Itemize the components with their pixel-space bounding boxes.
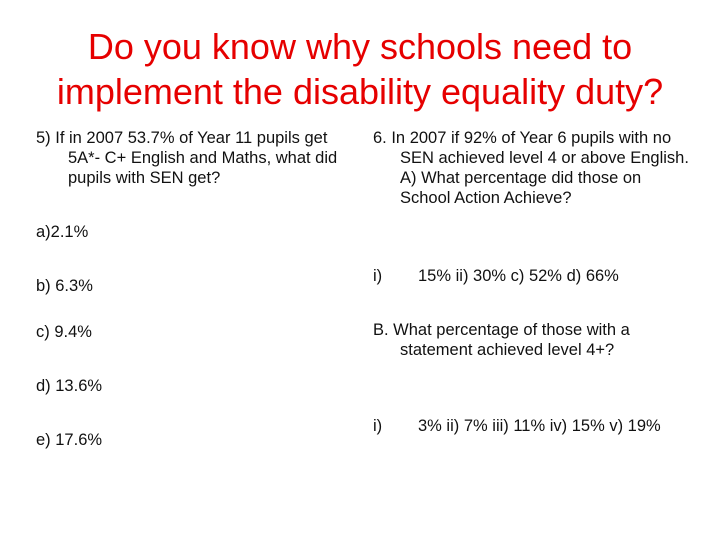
answers-a-text: 15% ii) 30% c) 52% d) 66% [418,267,619,285]
question-6-text: 6. In 2007 if 92% of Year 6 pupils with no SEN achieved level 4 or above English. A) What percentage did those on School Action Achieve? [373,129,689,207]
question-5-block [36,128,346,188]
question-5-text: 5) If in 2007 53.7% of Year 11 pupils get 5A*- C+ English and Maths, what did pupils with SEN get? [36,129,338,187]
option-d: d) 13.6% [36,377,103,395]
answers-a-label: i) [373,267,383,285]
question-b-block [373,320,693,360]
title-line-2: implement the disability equality duty? [56,71,664,112]
option-b: b) 6.3% [36,277,93,295]
slide-title [20,24,700,114]
option-e: e) 17.6% [36,431,103,449]
title-line-1: Do you know why schools need to [87,26,633,67]
answers-b-label: i) [373,417,383,435]
option-c: c) 9.4% [36,323,92,341]
option-a: a)2.1% [36,223,89,241]
question-6-block [373,128,693,208]
answers-b-text: 3% ii) 7% iii) 11% iv) 15% v) 19% [418,417,661,435]
question-b-text: B. What percentage of those with a statement achieved level 4+? [373,321,630,359]
